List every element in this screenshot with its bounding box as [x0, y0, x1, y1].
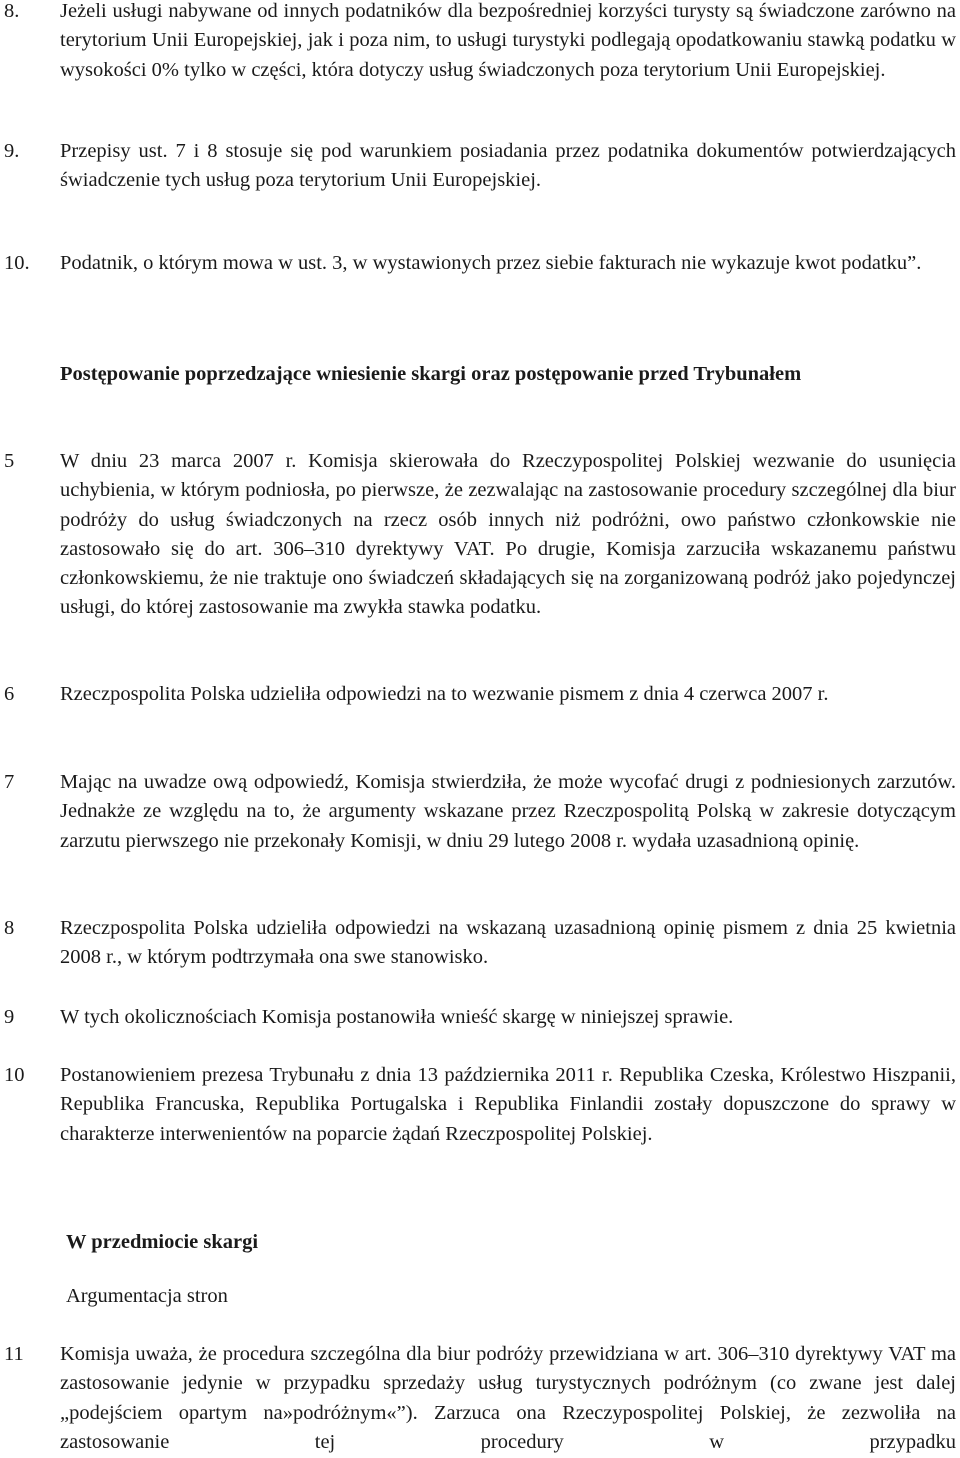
paragraph-text: Komisja uważa, że procedura szczególna dla biur podróży przewidziana w art. 306–310 dyrektywy VAT ma zastosowanie jedynie w przypadku sprzedaży usług turystycznych podróżnym (co zwane jest dalej „podejściem opartym na»podróżnym«”). Zarzuca ona Rzeczypospolitej Polskiej, że zezwoliła na zastosowanie tej procedury w przypadku [60, 1343, 956, 1453]
paragraph-number: 7 [4, 771, 15, 793]
paragraph-text: W dniu 23 marca 2007 r. Komisja skierowała do Rzeczypospolitej Polskiej wezwanie do usunięcia uchybienia, w którym podniosła, po pierwsze, że zezwalając na zastosowanie procedury szczególnej dla biur podróży do usług świadczonych na rzecz osób innych niż podróżni, owo państwo członkowskie nie zastosowało się do art. 306–310 dyrektywy VAT. Po drugie, Komisja zarzuciła wskazanemu państwu członkowskiemu, że nie traktuje ono świadczeń składających się na zorganizowaną podróż jako pojedynczej usługi, do której zastosowanie ma zwykła stawka podatku. [60, 450, 956, 619]
list-item-text: Podatnik, o którym mowa w ust. 3, w wystawionych przez siebie fakturach nie wykazuje kwot podatku”. [60, 252, 922, 274]
item-number: 8. [4, 0, 20, 22]
paragraph-number: 8 [4, 917, 15, 939]
paragraph-text: W tych okolicznościach Komisja postanowiła wnieść skargę w niniejszej sprawie. [60, 1006, 734, 1028]
paragraph-text: Postanowieniem prezesa Trybunału z dnia 13 października 2011 r. Republika Czeska, Królestwo Hiszpanii, Republika Francuska, Republika Portugalska i Republika Finlandii zostały dopuszczone do sprawy w charakterze interwenientów na poparcie żądań Rzeczpospolitej Polskiej. [60, 1064, 956, 1145]
subsection-heading: Argumentacja stron [66, 1285, 228, 1307]
paragraph-number: 11 [4, 1343, 24, 1365]
paragraph-number: 10 [4, 1064, 25, 1086]
section-heading: W przedmiocie skargi [66, 1231, 259, 1253]
list-item-text: Jeżeli usługi nabywane od innych podatników dla bezpośredniej korzyści turysty są świadczone zarówno na terytorium Unii Europejskiej, jak i poza nim, to usługi turystyki podlegają opodatkowaniu stawką podatku w wysokości 0% tylko w części, która dotyczy usług świadczonych poza terytorium Unii Europejskiej. [60, 0, 956, 81]
item-number: 9. [4, 140, 20, 162]
item-number: 10. [4, 252, 30, 274]
paragraph-number: 6 [4, 683, 15, 705]
list-item-text: Przepisy ust. 7 i 8 stosuje się pod warunkiem posiadania przez podatnika dokumentów potwierdzających świadczenie tych usług poza terytorium Unii Europejskiej. [60, 140, 956, 192]
section-heading: Postępowanie poprzedzające wniesienie skargi oraz postępowanie przed Trybunałem [60, 363, 802, 385]
paragraph-text: Rzeczpospolita Polska udzieliła odpowiedzi na wskazaną uzasadnioną opinię pismem z dnia 25 kwietnia 2008 r., w którym podtrzymała ona swe stanowisko. [60, 917, 956, 969]
paragraph-text: Mając na uwadze ową odpowiedź, Komisja stwierdziła, że może wycofać drugi z podniesionych zarzutów. Jednakże ze względu na to, że argumenty wskazane przez Rzeczpospolitą Polską w zakresie dotyczącym zarzutu pierwszego nie przekonały Komisji, w dniu 29 lutego 2008 r. wydała uzasadnioną opinię. [60, 771, 956, 852]
paragraph-number: 5 [4, 450, 15, 472]
paragraph-text: Rzeczpospolita Polska udzieliła odpowiedzi na to wezwanie pismem z dnia 4 czerwca 2007 r. [60, 683, 829, 705]
paragraph-number: 9 [4, 1006, 15, 1028]
